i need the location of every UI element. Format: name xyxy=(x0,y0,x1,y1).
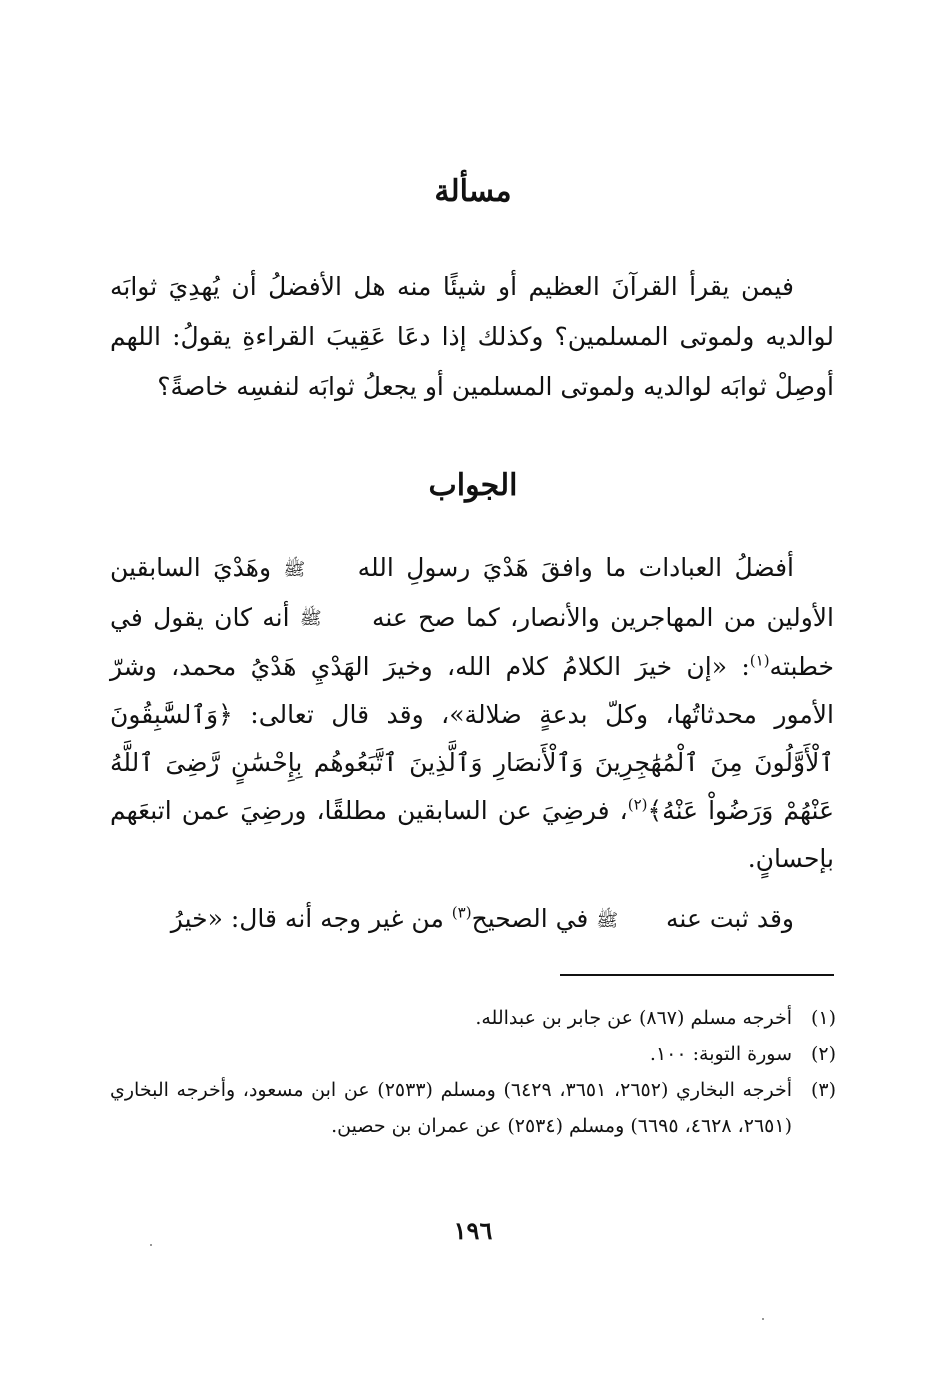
answer-text-segment: من غير وجه أنه قال: «خيرُ xyxy=(170,904,444,933)
quran-verse: ﴿وَٱلسَّٰبِقُونَ ٱلْأَوَّلُونَ مِنَ ٱلْمُهَٰجِرِينَ وَٱلْأَنصَارِ وَٱلَّذِينَ ٱتَّبَعُوهُم بِإِحْسَٰنٍ رَّضِىَ ٱللَّهُ عَنْهُمْ وَرَضُواْ عَنْهُ﴾ xyxy=(110,700,835,825)
hadith-quote: : «إن خيرَ الكلامُ كلام الله، وخيرَ الهَدْيِ هَدْيُ محمد، وشرّ الأمور محدثاتُها، وكلّ بدعةٍ ضلالة»، وقد قال تعالى: xyxy=(110,652,834,729)
footnote-text: أخرجه مسلم (٨٦٧) عن جابر بن عبدالله. xyxy=(475,1007,792,1029)
footnote-ref-2: (٢) xyxy=(627,795,648,814)
footnote-separator xyxy=(560,974,834,976)
footnote-number: (٣) xyxy=(810,1079,836,1101)
answer-text-segment: ، فرضِيَ عن السابقين مطلقًا، ورضِيَ عمن اتبعَهم بإحسانٍ. xyxy=(110,796,834,873)
question-text: فيمن يقرأ القرآنَ العظيم أو شيئًا منه هل الأفضلُ أن يُهدِيَ ثوابَه لوالديه ولموتى المسلمين؟ وكذلك إذا دعَا عَقِيبَ القراءةِ يقولُ: اللهم أوصِلْ ثوابَه لوالديه ولموتى المسلمين أو يجعلُ ثوابَه لنفسِه خاصةً؟ xyxy=(110,272,834,401)
answer-text-segment: وقد ثبت عنه xyxy=(666,904,794,933)
answer-paragraph-2 xyxy=(110,895,834,945)
footnote-text: سورة التوبة: ١٠٠. xyxy=(649,1043,792,1065)
question-paragraph xyxy=(110,262,834,412)
answer-body xyxy=(110,544,834,945)
footnote-text: أخرجه البخاري (٢٦٥٢، ٣٦٥١، ٦٤٢٩) ومسلم (٢٥٣٣) عن ابن مسعود، وأخرجه البخاري (٢٦٥١، ٤٦٢٨، ٦٦٩٥) ومسلم (٢٥٣٤) عن عمران بن حصين. xyxy=(110,1079,792,1137)
honorific-symbol: ﷺ xyxy=(283,558,306,580)
honorific-symbol: ﷺ xyxy=(596,909,619,931)
question-heading: مسألة xyxy=(434,174,512,209)
footnote-ref-1: (١) xyxy=(749,651,770,670)
footnote-item xyxy=(110,1000,836,1036)
footnote-number: (٢) xyxy=(810,1043,836,1065)
footnotes xyxy=(110,1000,836,1144)
scan-speck xyxy=(150,1244,152,1246)
page-number: ١٩٦ xyxy=(453,1216,493,1245)
answer-heading: الجواب xyxy=(428,468,518,503)
answer-paragraph-1 xyxy=(110,544,834,883)
answer-text-segment: أفضلُ العبادات ما وافقَ هَدْيَ رسولِ الله xyxy=(357,553,795,582)
footnote-item xyxy=(110,1036,836,1072)
honorific-symbol: ﷺ xyxy=(299,608,322,629)
scan-speck xyxy=(762,1318,764,1320)
footnote-ref-3: (٣) xyxy=(451,903,472,922)
answer-text-segment: وهَدْيَ السابقين الأولين من المهاجرين والأنصار، كما صح عنه xyxy=(110,553,834,632)
answer-text-segment: أنه كان يقول في خطبته xyxy=(110,602,834,681)
footnote-number: (١) xyxy=(810,1007,836,1029)
answer-text-segment: في الصحيح xyxy=(471,904,589,933)
footnote-item xyxy=(110,1072,836,1144)
